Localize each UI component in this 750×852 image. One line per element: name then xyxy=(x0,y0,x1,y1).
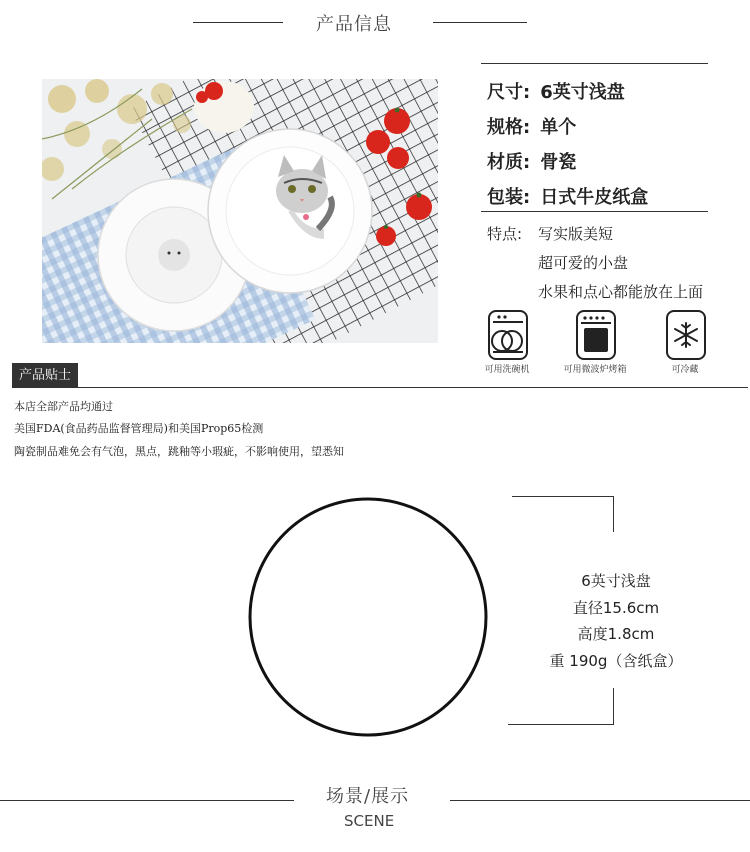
tip-line-1: 本店全部产品均通过 xyxy=(14,400,113,413)
footer-rule-left xyxy=(0,800,294,801)
dim-line-1: 6英寸浅盘 xyxy=(581,572,651,590)
spec-material-key: 材质: xyxy=(487,152,531,173)
spec-top-rule xyxy=(481,63,708,64)
feature-line-1: 写实版美短 xyxy=(538,225,614,243)
spec-quantity-key: 规格: xyxy=(487,117,531,138)
spec-packaging xyxy=(487,183,648,209)
microwave-caption: 可用微波炉烤箱 xyxy=(563,365,627,375)
dim-bracket-bottom-leg xyxy=(613,688,614,724)
spec-material-value: 骨瓷 xyxy=(540,152,577,173)
spec-quantity xyxy=(487,113,576,139)
microwave-icon xyxy=(576,310,616,360)
dim-bracket-bottom xyxy=(508,724,614,725)
spec-packaging-key: 包装: xyxy=(487,187,531,208)
features-label: 特点: xyxy=(487,225,523,243)
feature-line-2: 超可爱的小盘 xyxy=(538,254,629,272)
page-title: 产品信息 xyxy=(316,14,392,35)
header-rule-left xyxy=(193,22,283,23)
footer-subtitle: SCENE xyxy=(344,812,395,830)
spec-size-key: 尺寸: xyxy=(487,82,531,103)
tips-label: 产品贴士 xyxy=(12,363,78,388)
snowflake-icon xyxy=(666,310,706,360)
spec-size xyxy=(487,78,625,104)
dim-bracket-top xyxy=(512,496,613,497)
spec-quantity-value: 单个 xyxy=(540,117,577,138)
footer-title: 场景/展示 xyxy=(326,786,410,807)
tip-line-2: 美国FDA(食品药品监督管理局)和美国Prop65检测 xyxy=(14,422,264,435)
spec-size-value: 6英寸浅盘 xyxy=(540,82,625,103)
snowflake-caption: 可冷藏 xyxy=(671,365,699,375)
product-photo xyxy=(42,79,438,343)
tips-rule xyxy=(12,387,748,388)
plate-outline-diagram xyxy=(240,492,500,742)
dim-line-3: 高度1.8cm xyxy=(577,625,655,643)
dishwasher-caption: 可用洗碗机 xyxy=(484,365,530,375)
dim-bracket-top-leg xyxy=(613,496,614,532)
tip-line-3: 陶瓷制品难免会有气泡，黑点，跳釉等小瑕疵，不影响使用，望悉知 xyxy=(14,445,344,458)
product-photo-illustration xyxy=(42,79,438,343)
spec-bottom-rule xyxy=(481,211,708,212)
header-rule-right xyxy=(433,22,527,23)
spec-material xyxy=(487,148,576,174)
feature-line-3: 水果和点心都能放在上面 xyxy=(538,283,704,301)
dim-line-4: 重 190g（含纸盒） xyxy=(549,652,683,670)
dim-line-2: 直径15.6cm xyxy=(572,599,660,617)
spec-packaging-value: 日式牛皮纸盒 xyxy=(540,187,649,208)
footer-rule-right xyxy=(450,800,750,801)
dishwasher-icon xyxy=(488,310,528,360)
